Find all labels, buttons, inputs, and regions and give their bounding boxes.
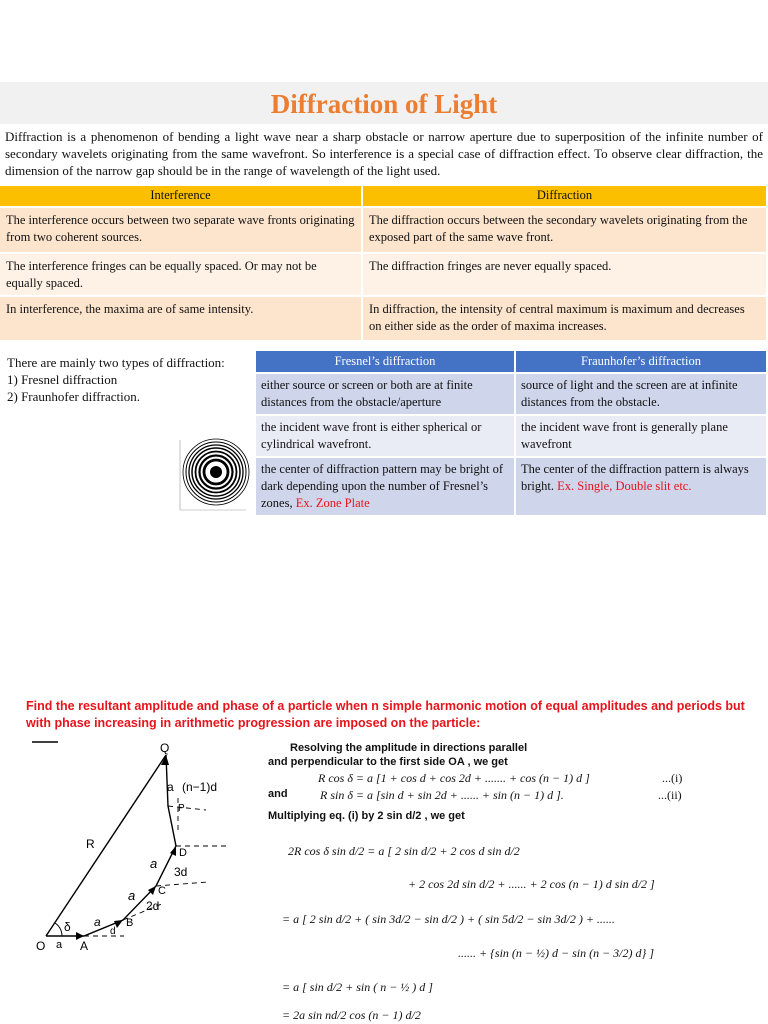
- fresnel-fraunhofer-table: [256, 351, 768, 515]
- label-delta: δ: [64, 920, 71, 934]
- table-cell: [515, 457, 767, 515]
- list-item: 1) Fresnel diffraction: [7, 372, 118, 387]
- title-bar: [0, 82, 768, 124]
- table-row: [0, 296, 767, 340]
- table-cell: The diffraction occurs between the secondary wavelets originating from the exposed part of the same wave front.: [362, 207, 767, 253]
- label-b-point: B: [126, 917, 134, 929]
- label-d-point: D: [179, 847, 187, 859]
- table-cell: The interference fringes can be equally spaced. Or may not be equally spaced.: [0, 253, 362, 296]
- phasor-diagram: [28, 738, 254, 952]
- table-header-row: [0, 186, 767, 207]
- label-p: P: [178, 803, 185, 814]
- deriv-equation: = 2a sin nd/2 cos (n − 1) d/2: [282, 1008, 421, 1022]
- table-cell: the incident wave front is either spherical or cylindrical wavefront.: [256, 415, 515, 457]
- table-cell: [256, 457, 515, 515]
- zone-plate-image: [176, 430, 250, 520]
- label-a-top: a: [167, 780, 174, 794]
- header-interference: Interference: [0, 186, 362, 207]
- label-q: Q: [160, 741, 170, 755]
- deriv-equation: = a [ 2 sin d/2 + ( sin 3d/2 − sin d/2 ) + ( sin 5d/2 − sin 3d/2 ) + ......: [282, 912, 615, 926]
- table-cell: source of light and the screen are at infinite distances from the obstacle.: [515, 373, 767, 415]
- types-intro: There are mainly two types of diffraction:: [7, 355, 225, 370]
- problem-statement: Find the resultant amplitude and phase of a particle when n simple harmonic motion of equal amplitudes and periods but with phase increasing in arithmetic progression are imposed on the particle:: [26, 699, 745, 730]
- deriv-equation: ...... + {sin (n − ½) d − sin (n − 3/2) d} ]: [458, 946, 654, 960]
- cell-text: The center of the diffraction pattern is always bright.: [521, 462, 749, 493]
- intro-paragraph: Diffraction is a phenomenon of bending a light wave near a sharp obstacle or narrow aperture due to superposition of the infinite number of secondary wavelets originating from the same wavefront. So interference is a special case of diffraction effect. To observe clear diffraction, the dimension of the narrow gap should be in the range of wavelength of the light used.: [5, 129, 763, 178]
- cell-text: the center of diffraction pattern may be bright of dark depending upon the number of Fresnel’s zones,: [261, 462, 504, 510]
- table-cell: In diffraction, the intensity of central maximum is maximum and decreases on either side as the order of maxima increases.: [362, 296, 767, 340]
- table-cell: In interference, the maxima are of same intensity.: [0, 296, 362, 340]
- table-header-row: [256, 351, 767, 373]
- label-o: O: [36, 939, 46, 952]
- example-slits: Ex. Single, Double slit etc.: [557, 479, 692, 493]
- deriv-equation: + 2 cos 2d sin d/2 + ...... + 2 cos (n − 1) d sin d/2 ]: [408, 877, 655, 891]
- equation-number: ...(ii): [658, 788, 682, 802]
- label-2d: 2d: [146, 899, 160, 913]
- label-r: R: [86, 837, 95, 851]
- interference-diffraction-table: [0, 186, 768, 340]
- label-a-ab: a: [94, 915, 101, 929]
- page-title: Diffraction of Light: [270, 89, 498, 119]
- deriv-and: and: [268, 788, 288, 800]
- diffraction-types: [7, 354, 225, 405]
- table-row: [0, 253, 767, 296]
- label-c-point: C: [158, 885, 166, 897]
- header-fraunhofer: Fraunhofer’s diffraction: [515, 351, 767, 373]
- table-row: [256, 415, 767, 457]
- deriv-equation: 2R cos δ sin d/2 = a [ 2 sin d/2 + 2 cos d sin d/2: [288, 844, 520, 858]
- table-row: [256, 373, 767, 415]
- label-a-bc: a: [128, 888, 136, 903]
- table-cell: the incident wave front is generally plane wavefront: [515, 415, 767, 457]
- table-cell: either source or screen or both are at finite distances from the obstacle/aperture: [256, 373, 515, 415]
- label-a-oa: a: [56, 939, 63, 951]
- table-cell: The interference occurs between two separate wave fronts originating from two coherent sources.: [0, 207, 362, 253]
- label-a-cd: a: [150, 856, 158, 871]
- label-a-point: A: [80, 939, 89, 952]
- deriv-line: Multiplying eq. (i) by 2 sin d/2 , we get: [268, 810, 465, 822]
- equation-ii: R sin δ = a [sin d + sin 2d + ...... + sin (n − 1) d ].: [320, 788, 564, 802]
- derivation: [262, 742, 762, 1024]
- example-zone-plate: Ex. Zone Plate: [295, 496, 370, 510]
- header-fresnel: Fresnel’s diffraction: [256, 351, 515, 373]
- table-cell: The diffraction fringes are never equally spaced.: [362, 253, 767, 296]
- table-row: [256, 457, 767, 515]
- table-row: [0, 207, 767, 253]
- label-3d: 3d: [174, 865, 188, 879]
- header-diffraction: Diffraction: [362, 186, 767, 207]
- deriv-equation: = a [ sin d/2 + sin ( n − ½ ) d ]: [282, 980, 433, 994]
- deriv-line: Resolving the amplitude in directions parallel: [290, 742, 528, 754]
- label-d-small: d: [110, 926, 116, 937]
- list-item: 2) Fraunhofer diffraction.: [7, 389, 140, 404]
- label-n1d: (n−1)d: [182, 780, 218, 794]
- equation-i: R cos δ = a [1 + cos d + cos 2d + ....... + cos (n − 1) d ]: [318, 771, 590, 785]
- deriv-line: and perpendicular to the first side OA , we get: [268, 756, 508, 768]
- equation-number: ...(i): [662, 771, 683, 785]
